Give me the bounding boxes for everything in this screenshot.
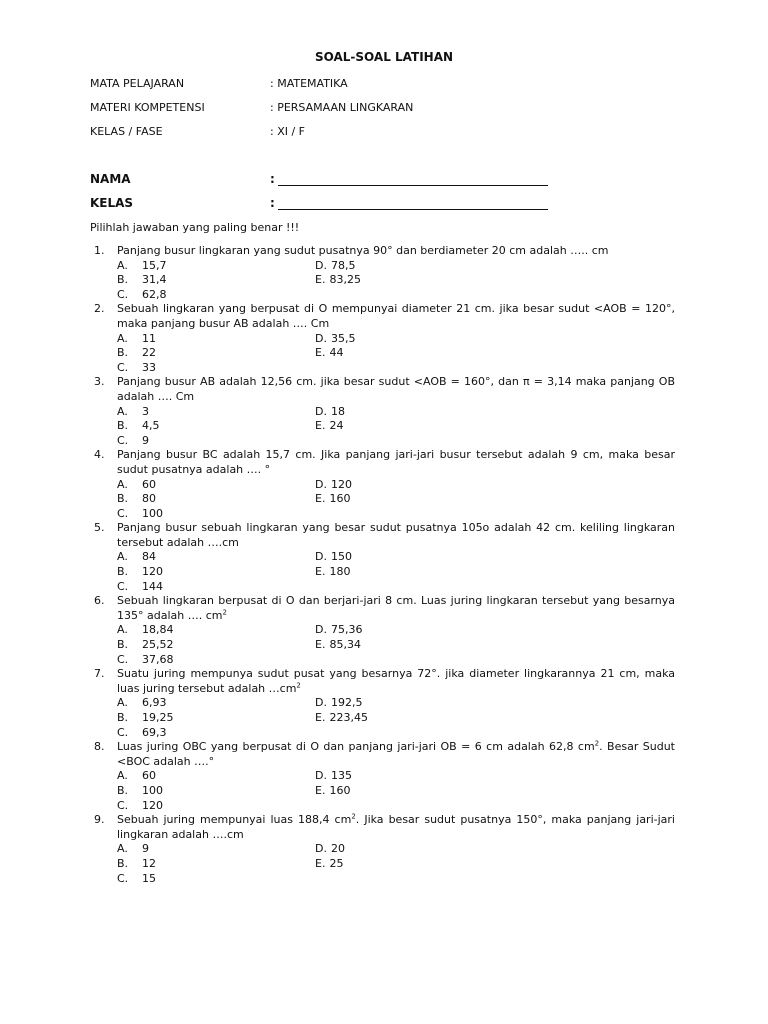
question-number: 9. [94, 813, 105, 827]
question-number: 1. [94, 244, 105, 257]
options-right-column [315, 769, 615, 813]
option-value: 22 [142, 346, 156, 360]
option-letter: E. [315, 783, 326, 797]
option-letter: C. [117, 871, 129, 885]
question-text: Sebuah juring mempunyai luas 188,4 $cm^2$. Jika besar sudut pusatnya 150°, maka panjang jari-jari lingkaran adalah ….cm [117, 812, 675, 841]
answer-options [117, 696, 675, 740]
option-letter: B. [117, 346, 129, 360]
option-letter: B. [117, 492, 129, 506]
option-value: 6,93 [142, 696, 167, 710]
option-letter: B. [117, 856, 129, 870]
options-right-column [315, 259, 615, 303]
option-value: 60 [142, 769, 156, 783]
option-c[interactable] [117, 872, 315, 887]
options-left-column [117, 696, 315, 740]
answer-options [117, 842, 675, 886]
option-letter: B. [117, 273, 129, 287]
page-title: SOAL-SOAL LATIHAN [314, 50, 454, 64]
name-colon: : [270, 172, 275, 186]
option-letter: D. [315, 696, 327, 710]
option-d[interactable] [315, 259, 615, 274]
option-value: 120 [142, 565, 163, 579]
option-letter: C. [117, 579, 129, 593]
option-a[interactable] [117, 259, 315, 274]
options-left-column [117, 478, 315, 522]
question-number: 8. [94, 740, 105, 754]
option-letter: D. [315, 331, 327, 345]
answer-options [117, 405, 675, 449]
option-letter: D. [315, 769, 327, 783]
question-item [90, 521, 675, 594]
question-item [90, 813, 675, 886]
options-right-column [315, 696, 615, 740]
option-letter: B. [117, 565, 129, 579]
option-e[interactable] [315, 273, 615, 288]
question-text: Sebuah lingkaran yang berpusat di O mempunyai diameter 21 cm. jika besar sudut <AOB = 120°, maka panjang busur AB adalah …. Cm [117, 302, 675, 330]
question-item [90, 302, 675, 375]
option-b[interactable] [117, 419, 315, 434]
option-d[interactable] [315, 696, 615, 711]
options-right-column [315, 332, 615, 376]
option-letter: E. [315, 711, 326, 724]
option-c[interactable] [117, 799, 315, 814]
question-item [90, 375, 675, 448]
option-letter: B. [117, 638, 129, 652]
option-value: 19,25 [142, 711, 174, 724]
option-value: 160 [329, 783, 351, 797]
option-letter: A. [117, 331, 128, 345]
option-letter: A. [117, 842, 128, 856]
question-item [90, 594, 675, 667]
option-value: 75,36 [330, 623, 363, 637]
class-label: KELAS [90, 196, 134, 210]
question-item [90, 448, 675, 521]
question-item [90, 244, 675, 302]
option-value: 223,45 [329, 711, 368, 724]
option-d[interactable] [315, 550, 615, 565]
option-d[interactable] [315, 769, 615, 784]
option-letter: D. [315, 404, 327, 418]
option-value: 144 [142, 579, 163, 593]
option-letter: C. [117, 360, 129, 374]
option-value: 20 [330, 842, 345, 856]
option-value: 120 [330, 477, 352, 491]
question-text: Panjang busur BC adalah 15,7 cm. Jika panjang jari-jari busur tersebut adalah 9 cm, maka besar sudut pusatnya adalah …. ° [117, 448, 675, 476]
option-letter: C. [117, 652, 129, 666]
option-value: 33 [142, 360, 156, 374]
option-e[interactable] [315, 492, 615, 507]
option-value: 160 [329, 492, 351, 506]
option-letter: E. [315, 565, 326, 579]
option-e[interactable] [315, 419, 615, 434]
question-text: Panjang busur lingkaran yang sudut pusatnya 90° dan berdiameter 20 cm adalah ….. cm [117, 244, 609, 257]
option-letter: C. [117, 725, 129, 739]
option-d[interactable] [315, 478, 615, 493]
answer-options [117, 259, 675, 303]
class-colon: : [270, 196, 275, 210]
option-letter: C. [117, 433, 129, 447]
option-value: 78,5 [330, 258, 356, 272]
meta-row-subject [90, 77, 690, 93]
meta-label: KELAS / FASE [90, 125, 163, 138]
meta-row-class-phase [90, 125, 690, 141]
option-letter: E. [315, 273, 326, 287]
option-d[interactable] [315, 332, 615, 347]
options-right-column [315, 550, 615, 594]
option-b[interactable] [117, 784, 315, 799]
option-value: 80 [142, 492, 156, 506]
option-value: 84 [142, 550, 156, 564]
option-letter: B. [117, 783, 129, 797]
option-value: 24 [329, 419, 344, 433]
option-b[interactable] [117, 346, 315, 361]
option-value: 100 [142, 783, 163, 797]
option-value: 12 [142, 856, 156, 870]
option-letter: C. [117, 506, 129, 520]
option-b[interactable] [117, 638, 315, 653]
option-b[interactable] [117, 492, 315, 507]
meta-label: MATERI KOMPETENSI [90, 101, 205, 114]
option-c[interactable] [117, 653, 315, 668]
option-e[interactable] [315, 711, 615, 726]
options-right-column [315, 623, 615, 667]
class-field[interactable] [90, 196, 690, 214]
option-a[interactable] [117, 769, 315, 784]
option-value: 62,8 [142, 287, 167, 301]
answer-options [117, 769, 675, 813]
option-letter: D. [315, 258, 327, 272]
option-letter: A. [117, 477, 128, 491]
options-right-column [315, 405, 615, 449]
option-value: 15,7 [142, 258, 167, 272]
option-value: 120 [142, 798, 163, 812]
option-d[interactable] [315, 842, 615, 857]
option-letter: A. [117, 258, 128, 272]
question-text: Panjang busur sebuah lingkaran yang besar sudut pusatnya 105o adalah 42 cm. keliling lingkaran tersebut adalah ….cm [117, 521, 675, 549]
option-letter: D. [315, 842, 327, 856]
option-value: 18 [330, 404, 345, 418]
option-c[interactable] [117, 507, 315, 522]
options-left-column [117, 550, 315, 594]
options-left-column [117, 623, 315, 667]
option-letter: A. [117, 404, 128, 418]
option-value: 15 [142, 871, 156, 885]
option-letter: E. [315, 346, 326, 360]
option-b[interactable] [117, 565, 315, 580]
meta-value: : XI / F [270, 125, 306, 138]
option-b[interactable] [117, 711, 315, 726]
option-letter: B. [117, 711, 129, 724]
option-letter: A. [117, 550, 128, 564]
option-letter: E. [315, 638, 326, 652]
option-value: 135 [330, 769, 352, 783]
question-number: 4. [94, 448, 105, 462]
option-value: 100 [142, 506, 163, 520]
option-a[interactable] [117, 405, 315, 420]
option-letter: A. [117, 696, 128, 710]
question-text: Panjang busur AB adalah 12,56 cm. jika besar sudut <AOB = 160°, dan π = 3,14 maka panjang OB adalah …. Cm [117, 375, 675, 403]
option-value: 83,25 [329, 273, 361, 287]
option-value: 3 [142, 404, 149, 418]
option-letter: C. [117, 287, 129, 301]
option-value: 69,3 [142, 725, 167, 739]
question-item [90, 667, 675, 740]
instruction-text: Pilihlah jawaban yang paling benar !!! [90, 221, 300, 234]
options-right-column [315, 478, 615, 522]
option-value: 44 [329, 346, 344, 360]
option-c[interactable] [117, 361, 315, 376]
option-e[interactable] [315, 346, 615, 361]
option-a[interactable] [117, 332, 315, 347]
options-left-column [117, 405, 315, 449]
option-e[interactable] [315, 857, 615, 872]
option-letter: E. [315, 492, 326, 506]
option-e[interactable] [315, 784, 615, 799]
option-value: 180 [329, 565, 351, 579]
question-number: 6. [94, 594, 105, 608]
option-c[interactable] [117, 434, 315, 449]
option-a[interactable] [117, 842, 315, 857]
option-letter: A. [117, 623, 128, 637]
options-left-column [117, 332, 315, 376]
question-number: 7. [94, 667, 105, 681]
option-letter: D. [315, 623, 327, 637]
option-a[interactable] [117, 478, 315, 493]
option-c[interactable] [117, 288, 315, 303]
meta-row-competency [90, 101, 690, 117]
option-b[interactable] [117, 273, 315, 288]
option-letter: C. [117, 798, 129, 812]
option-a[interactable] [117, 550, 315, 565]
option-value: 11 [142, 331, 156, 345]
name-field[interactable] [90, 172, 690, 190]
option-c[interactable] [117, 726, 315, 741]
answer-options [117, 332, 675, 376]
question-number: 5. [94, 521, 105, 535]
option-letter: B. [117, 419, 129, 433]
options-left-column [117, 842, 315, 886]
question-item [90, 740, 675, 813]
option-letter: D. [315, 550, 327, 564]
option-value: 150 [330, 550, 352, 564]
option-b[interactable] [117, 857, 315, 872]
meta-value: : PERSAMAAN LINGKARAN [270, 101, 414, 114]
question-text: Sebuah lingkaran berpusat di O dan berjari-jari 8 cm. Luas juring lingkaran tersebut yang besarnya 135° adalah …. $cm^2$ [117, 594, 675, 622]
option-letter: E. [315, 419, 326, 433]
option-d[interactable] [315, 623, 615, 638]
option-e[interactable] [315, 565, 615, 580]
name-blank-line[interactable] [278, 185, 548, 186]
question-list [90, 244, 675, 886]
option-c[interactable] [117, 580, 315, 595]
option-value: 4,5 [142, 419, 160, 433]
answer-options [117, 623, 675, 667]
options-left-column [117, 769, 315, 813]
option-letter: A. [117, 769, 128, 783]
question-number: 3. [94, 375, 105, 389]
answer-options [117, 550, 675, 594]
class-blank-line[interactable] [278, 209, 548, 210]
option-e[interactable] [315, 638, 615, 653]
meta-label: MATA PELAJARAN [90, 77, 185, 90]
option-value: 25 [329, 856, 344, 870]
option-letter: D. [315, 477, 327, 491]
option-value: 9 [142, 433, 149, 447]
question-number: 2. [94, 302, 105, 316]
option-value: 37,68 [142, 652, 174, 666]
option-value: 18,84 [142, 623, 174, 637]
answer-options [117, 478, 675, 522]
options-right-column [315, 842, 615, 886]
option-a[interactable] [117, 696, 315, 711]
question-text: Suatu juring mempunya sudut pusat yang besarnya 72°. jika diameter lingkarannya 21 cm, maka luas juring tersebut adalah $\dots cm^2$ [117, 667, 675, 695]
option-value: 35,5 [330, 331, 356, 345]
question-text: Luas juring OBC yang berpusat di O dan panjang jari-jari OB = 6 cm adalah 62,8 $cm^2$. Besar Sudut <BOC adalah ….° [117, 739, 675, 768]
option-value: 9 [142, 842, 149, 856]
option-value: 85,34 [329, 638, 361, 652]
option-value: 31,4 [142, 273, 167, 287]
option-value: 25,52 [142, 638, 174, 652]
name-label: NAMA [90, 172, 131, 186]
option-value: 192,5 [330, 696, 363, 710]
option-value: 60 [142, 477, 156, 491]
option-letter: E. [315, 856, 326, 870]
meta-value: : MATEMATIKA [270, 77, 348, 90]
options-left-column [117, 259, 315, 303]
option-a[interactable] [117, 623, 315, 638]
option-d[interactable] [315, 405, 615, 420]
